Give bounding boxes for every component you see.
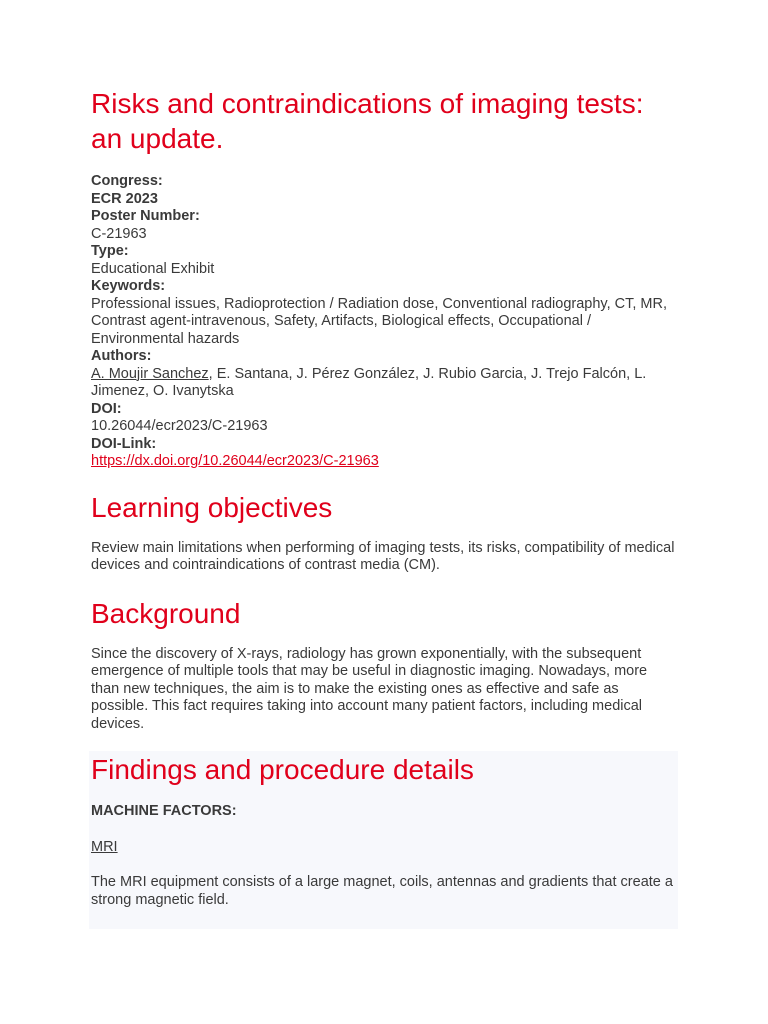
doi-link[interactable]: https://dx.doi.org/10.26044/ecr2023/C-21963: [91, 453, 379, 469]
keywords-value: Professional issues, Radioprotection / Radiation dose, Conventional radiography, CT, MR, Contrast agent-intravenous, Safety, Artifacts, Biological effects, Occupational / Environmental hazards: [91, 295, 668, 347]
congress-label: Congress:: [91, 173, 163, 189]
doi-link-row: [91, 453, 678, 471]
poster-number-value: C-21963: [91, 225, 147, 242]
doi-value: 10.26044/ecr2023/C-21963: [91, 418, 268, 434]
mri-link[interactable]: MRI: [91, 838, 118, 855]
doi-link-label: DOI-Link:: [91, 435, 157, 452]
learning-objectives-text: Review main limitations when performing of imaging tests, its risks, compatibility of medical devices and cointraindications of contrast media (CM).: [91, 539, 675, 573]
authors-label: Authors:: [91, 348, 152, 364]
page-title: Risks and contraindications of imaging tests: an update.: [91, 88, 644, 154]
type-label: Type:: [91, 243, 129, 259]
machine-factors-label: MACHINE FACTORS:: [91, 803, 237, 819]
type-value: Educational Exhibit: [91, 260, 215, 277]
author-primary-link[interactable]: A. Moujir Sanchez: [91, 365, 209, 382]
authors-rest: , E. Santana, J. Pérez González, J. Rubio Garcia, J. Trejo Falcón, L. Jimenez, O. Ivanytska: [91, 365, 647, 399]
doi-label: DOI:: [91, 400, 122, 417]
background-text: Since the discovery of X-rays, radiology has grown exponentially, with the subsequent emergence of multiple tools that may be useful in diagnostic imaging. Nowadays, more than new techniques, the aim is to make the existing ones as effective and safe as possible. This fact requires taking into account many patient factors, including medical devices.: [91, 645, 648, 732]
learning-objectives-heading: Learning objectives: [91, 491, 333, 523]
congress-value: ECR 2023: [91, 190, 158, 207]
findings-section: [89, 751, 678, 929]
poster-number-label: Poster Number:: [91, 208, 200, 224]
background-heading: Background: [91, 597, 241, 629]
authors-value: [91, 366, 678, 401]
poster-metadata: [91, 173, 678, 471]
findings-heading: Findings and procedure details: [91, 754, 474, 785]
mri-description: The MRI equipment consists of a large magnet, coils, antennas and gradients that create a strong magnetic field.: [91, 874, 673, 908]
keywords-label: Keywords:: [91, 278, 166, 294]
